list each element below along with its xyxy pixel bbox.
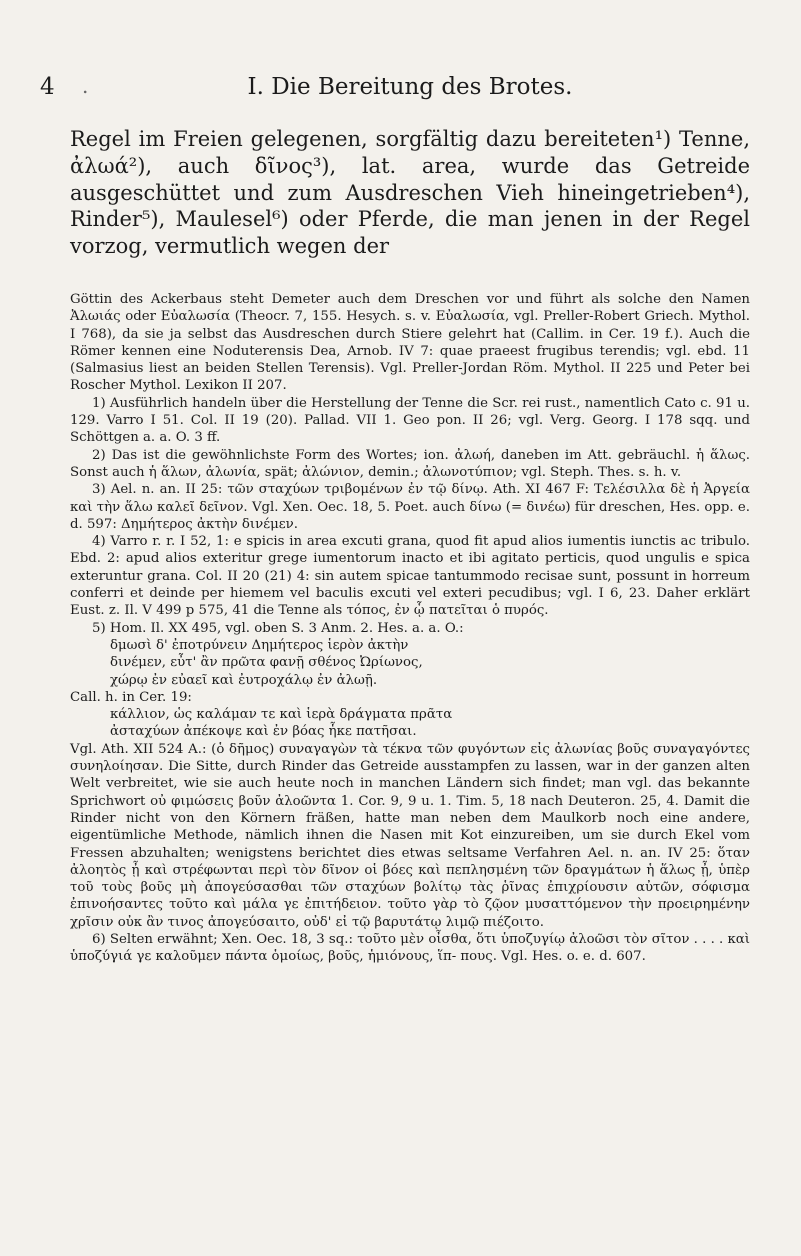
footnote-5: 5) Hom. Il. XX 495, vgl. oben S. 3 Anm. 2. Hes. a. a. O.: [92,620,464,636]
footnote-2: 2) Das ist die gewöhnlichste Form des Wortes; ion. ἀλωή, daneben im Att. gebräuchl. ἡ ἅλως. Sonst auch ἡ ἅλων, ἀλωνία, spät; ἀλώνιον, demin.; ἀλωνοτύπιον; vgl. Steph. Thes. s. h. v. [70,447,750,480]
chapter-title: I. Die Bereitung des Brotes. [247,74,573,100]
main-text [70,126,750,260]
verse-line: δινέμεν, εὖτ' ἂν πρῶτα φανῇ σθένος Ὠρίωνος, [110,655,423,671]
footnote-1: 1) Ausführlich handeln über die Herstellung der Tenne die Scr. rei rust., namentlich Cato c. 91 u. 129. Varro I 51. Col. II 19 (20). Pallad. VII 1. Geo pon. II 26; vgl. Verg. Georg. I 178 sqq. und Schöttgen a. a. O. 3 ff. [70,395,750,446]
main-paragraph: Regel im Freien gelegenen, sorgfältig dazu bereiteten¹) Tenne, ἀλωά²), auch δῖνος³), lat. area, wurde das Getreide ausgeschüttet und zum Ausdreschen Vieh hineingetrieben⁴), Rinder⁵), Maulesel⁶) oder Pferde, die man jenen in der Regel vorzog, vermutlich wegen der [70,127,750,259]
header-separator: . [82,74,89,98]
verse-line: ἀσταχύων ἀπέκοψε καὶ ἐν βόας ἧκε πατῆσαι. [110,724,417,740]
verse-line: χώρῳ ἐν εὐαεῖ καὶ ἐυτροχάλῳ ἐν ἀλωῇ. [110,672,378,688]
footnote-5-continuation: Vgl. Ath. XII 524 A.: (ὁ δῆμος) συναγαγὼν τὰ τέκνα τῶν φυγόντων εἰς ἀλωνίας βοῦς συναγαγόντες συνηλοίησαν. Die Sitte, durch Rinder das Getreide ausstampfen zu lassen, war in der ganzen alten Welt verbreitet, wie sie auch heute noch in manchen Ländern sich findet; man vgl. das bekannte Sprichwort οὐ φιμώσεις βοῦν ἀλοῶντα 1. Cor. 9, 9 u. 1. Tim. 5, 18 nach Deuteron. 25, 4. Damit die Rinder nicht von den Körnern fräßen, hatte man neben dem Maulkorb noch eine andere, eigentümliche Methode, nämlich ihnen die Nasen mit Kot einzureiben, um sie durch Ekel vom Fressen abzuhalten; wenigstens berichtet dies etwas seltsame Verfahren Ael. n. an. IV 25: ὅταν ἀλοητὸς ᾖ καὶ στρέφωνται περὶ τὸν δῖνον οἱ βόες καὶ πεπλησμένη τῶν δραγμάτων ἡ ἅλως ᾖ, ὑπὲρ τοῦ τοὺς βοῦς μὴ ἀπογεύσασθαι τῶν σταχύων βολίτῳ τὰς ῥῖνας ἐπιχρίουσιν αὐτῶν, σόφισμα ἐπινοήσαντες τοῦτο καὶ μάλα γε ἐπιτήδειον. τοῦτο γὰρ τὸ ζῷον μυσαττόμενον τὴν προειρημένην χρῖσιν οὐκ ἂν τινος ἀπογεύσαιτο, οὐδ' εἰ τῷ βαρυτάτῳ λιμῷ πιέζοιτο. [70,741,750,930]
footnotes [70,291,750,966]
footnote-3: 3) Ael. n. an. II 25: τῶν σταχύων τριβομένων ἐν τῷ δίνῳ. Ath. XI 467 F: Τελέσιλλα δὲ ἡ Ἀργεία καὶ τὴν ἅλω καλεῖ δεῖνον. Vgl. Xen. Oec. 18, 5. Poet. auch δίνω (= δινέω) für dreschen, Hes. opp. e. d. 597: Δημήτερος ἀκτὴν δινέμεν. [70,482,750,532]
running-header [40,74,780,108]
citation-line: Call. h. in Cer. 19: [70,689,192,705]
verse-line: δμωσὶ δ' ἐποτρύνειν Δημήτερος ἱερὸν ἀκτὴν [110,637,409,653]
page-number: 4 [40,74,55,100]
footnote-4: 4) Varro r. r. I 52, 1: e spicis in area excuti grana, quod fit apud alios iumentis iunctis ac tribulo. Ebd. 2: apud alios exteritur grege iumentorum inacto et ibi agitato perticis, quod ungulis e spica exteruntur grana. Col. II 20 (21) 4: sin autem spicae tantummodo recisae sunt, possunt in horreum conferri et deinde per hiemem vel baculis excuti vel exteri pecudibus; vgl. I 6, 23. Daher erklärt Eust. z. Il. V 499 p 575, 41 die Tenne als τόπος, ἐν ᾧ πατεῖται ὁ πυρός. [70,534,750,619]
footnote-6: 6) Selten erwähnt; Xen. Oec. 18, 3 sq.: τοῦτο μὲν οἶσθα, ὅτι ὑποζυγίῳ ἀλοῶσι τὸν σῖτον . . . . καὶ ὑποζύγιά γε καλοῦμεν πάντα ὁμοίως, βοῦς, ἡμιόνους, ἵπ- πους. Vgl. Hes. o. e. d. 607. [70,931,750,965]
verse-line: κάλλιον, ὡς καλάμαν τε καὶ ἱερὰ δράγματα πρᾶτα [110,707,453,723]
footnote-continuation: Göttin des Ackerbaus steht Demeter auch dem Dreschen vor und führt als solche den Namen Ἀλωιάς oder Εὐαλωσία (Theocr. 7, 155. Hesych. s. v. Εὐαλωσία, vgl. Preller-Robert Griech. Mythol. I 768), da sie ja selbst das Ausdreschen durch Stiere gelehrt hat (Callim. in Cer. 19 f.). Auch die Römer kennen eine Noduterensis Dea, Arnob. IV 7: quae praeest frugibus terendis; vgl. ebd. 11 (Salmasius liest an beiden Stellen Terensis). Vgl. Preller-Jordan Röm. Mythol. II 225 und Peter bei Roscher Mythol. Lexikon II 207. [70,292,750,394]
